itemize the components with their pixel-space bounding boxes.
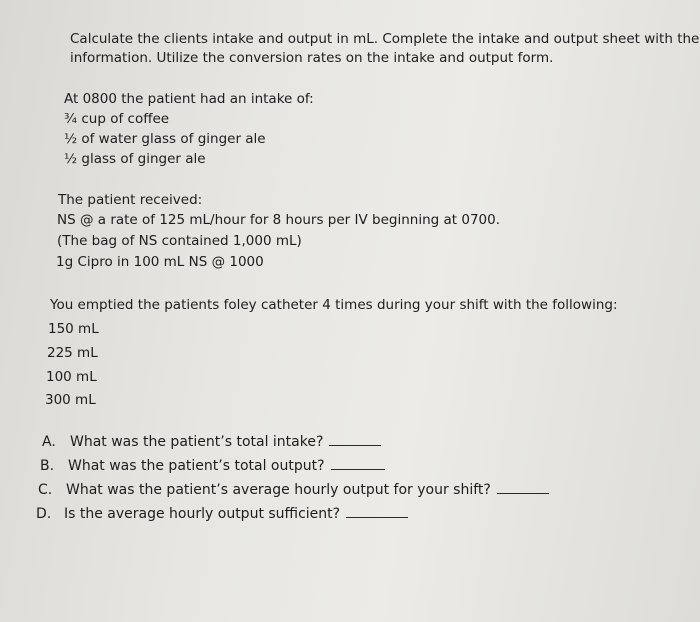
question-text: What was the patient’s total intake? bbox=[70, 434, 324, 450]
question-a bbox=[42, 433, 381, 451]
output-item: 100 mL bbox=[46, 369, 97, 385]
answer-blank[interactable] bbox=[329, 433, 381, 446]
question-letter: B. bbox=[40, 458, 55, 474]
answer-blank[interactable] bbox=[346, 505, 408, 518]
question-text: What was the patient’s total output? bbox=[68, 458, 325, 474]
output-heading: You emptied the patients foley catheter 4 times during your shift with the following: bbox=[50, 297, 618, 313]
intake-item: ½ glass of ginger ale bbox=[64, 151, 206, 167]
question-text: Is the average hourly output sufficient? bbox=[64, 506, 341, 522]
intro-line-1: Calculate the clients intake and output in mL. Complete the intake and output sheet with the bbox=[70, 31, 700, 47]
question-b bbox=[40, 457, 385, 475]
intake-item: ½ of water glass of ginger ale bbox=[64, 131, 266, 147]
question-letter: D. bbox=[36, 506, 52, 522]
output-item: 150 mL bbox=[48, 321, 99, 337]
output-item: 225 mL bbox=[47, 345, 98, 361]
answer-blank[interactable] bbox=[497, 481, 549, 494]
received-heading: The patient received: bbox=[58, 192, 203, 208]
question-text: What was the patient’s average hourly output for your shift? bbox=[66, 482, 491, 498]
received-item: NS @ a rate of 125 mL/hour for 8 hours per IV beginning at 0700. bbox=[57, 212, 501, 228]
question-letter: A. bbox=[42, 434, 56, 450]
intake-item: ¾ cup of coffee bbox=[64, 111, 170, 127]
question-d bbox=[36, 505, 408, 523]
question-c bbox=[38, 481, 549, 499]
intake-heading: At 0800 the patient had an intake of: bbox=[64, 91, 314, 107]
answer-blank[interactable] bbox=[331, 457, 385, 470]
received-item: (The bag of NS contained 1,000 mL) bbox=[57, 233, 302, 249]
question-letter: C. bbox=[38, 482, 53, 498]
received-item: 1g Cipro in 100 mL NS @ 1000 bbox=[56, 254, 264, 270]
intro-line-2: information. Utilize the conversion rates on the intake and output form. bbox=[70, 50, 554, 66]
output-item: 300 mL bbox=[45, 392, 96, 408]
